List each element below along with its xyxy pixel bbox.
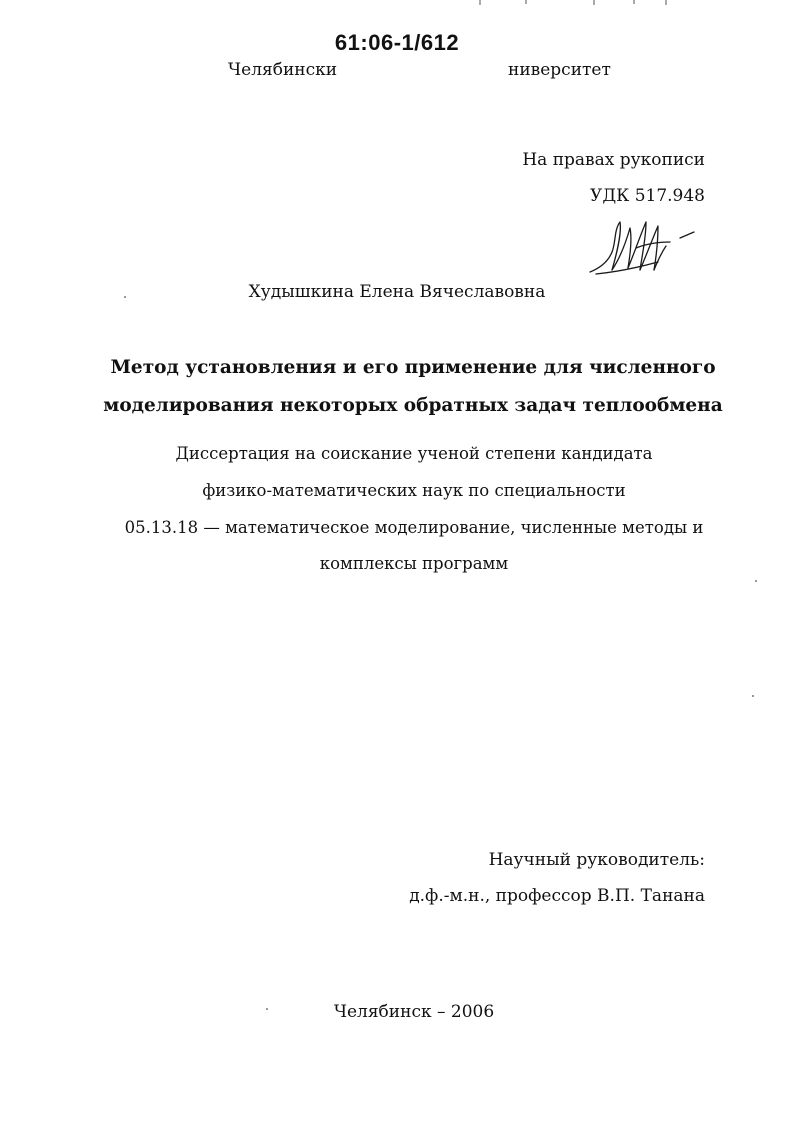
library-stamp-code: 61:06-1/612 xyxy=(334,30,460,55)
university-name-left: Челябински xyxy=(228,60,338,80)
scan-speck xyxy=(124,296,126,298)
scan-speck xyxy=(755,580,757,582)
udk-code: УДК 517.948 xyxy=(590,186,705,206)
specialty-line: 05.13.18 — математическое моделирование, численные методы и xyxy=(124,518,704,537)
thesis-title-line-1: Метод установления и его применение для численного xyxy=(110,357,716,378)
thesis-title-line-2: моделирования некоторых обратных задач теплообмена xyxy=(103,395,723,416)
handwritten-signature xyxy=(586,212,702,278)
scan-speck xyxy=(266,1008,268,1010)
degree-statement-line-2: физико-математических наук по специальности xyxy=(202,481,626,500)
advisor-label: Научный руководитель: xyxy=(488,850,705,870)
city-and-year: Челябинск – 2006 xyxy=(333,1002,495,1022)
scan-speck xyxy=(752,695,754,697)
university-name-right: ниверситет xyxy=(508,60,611,80)
manuscript-rights-note: На правах рукописи xyxy=(522,150,705,170)
scan-edge-marks xyxy=(470,0,680,6)
specialty-line-continued: комплексы программ xyxy=(319,554,509,573)
degree-statement-line-1: Диссертация на соискание ученой степени кандидата xyxy=(175,444,653,463)
author-name: Худышкина Елена Вячеславовна xyxy=(248,282,546,302)
advisor-name: д.ф.-м.н., профессор В.П. Танана xyxy=(409,886,705,906)
